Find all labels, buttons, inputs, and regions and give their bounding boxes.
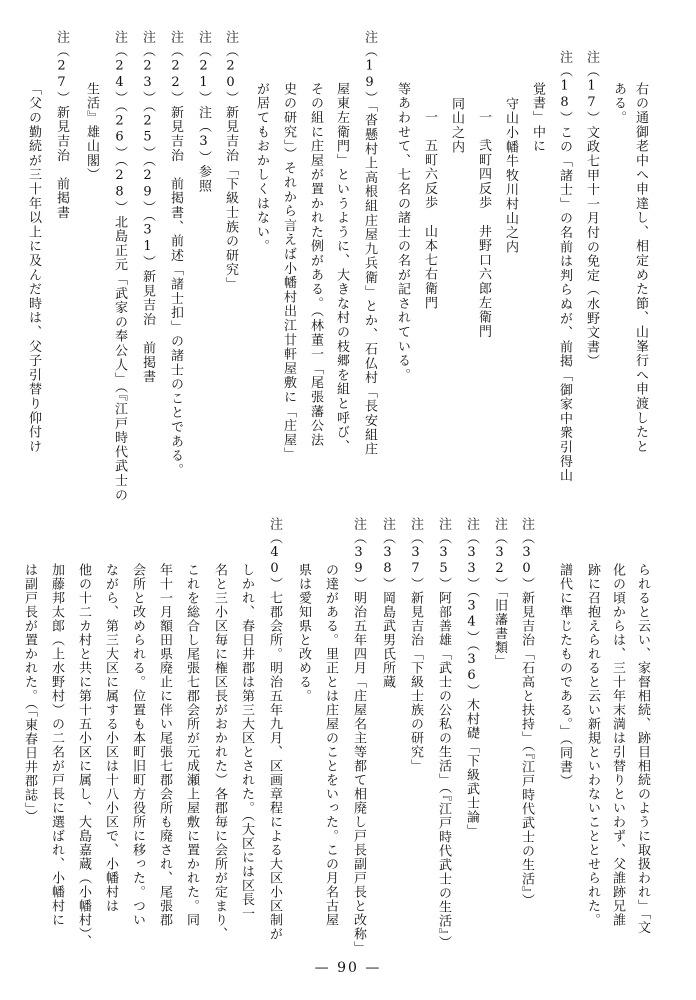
upper-text-line: 屋東左衛門」というように、大きな村の枝郷を組と呼び、 (334, 82, 349, 454)
lower-text-line: 名と三小区毎に権区長がおかれた）各郡毎に会所が定まり、 (212, 563, 227, 941)
lower-text-line: 譜代に準じたものである。」（同書） (557, 563, 572, 788)
note-18: 注（18）この「諸士」の名前は判らぬが、前掲「御家中衆引得山 (557, 50, 572, 483)
lower-text-line: は副戸長が置かれた。（「東春日井郡誌」） (22, 563, 37, 824)
note-21: 注（21）注（3）参照 (196, 30, 211, 194)
upper-text-line: 右の通御老中へ申達し、相定めた節、山峯行へ申渡したと (633, 82, 648, 454)
lower-text-line: 会所と改められる。位置も本町旧町方役所に移った。つい (130, 563, 145, 927)
note-24-26-28: 注（24）（26）（28）北島正元「武家の奉公人」（『江戸時代武士の (112, 30, 127, 503)
upper-text-line: 生活』雄山閣） (84, 82, 99, 183)
upper-text-line: 「父の勤続が三十年以上に及んだ時は、父子引替り仰付け (26, 82, 41, 454)
note-35: 注（35）阿部善雄「武士の公私の生活」（『江戸時代武士の生活』） (436, 517, 451, 950)
page-number: — 90 — (314, 960, 382, 976)
note-17: 注（17）文政七甲十一月付の免定（水野文書） (584, 50, 599, 369)
note-27: 注（27）新見吉治 前掲書 (54, 30, 69, 220)
lower-text-line: 年十一月額田県廃止に伴い尾張七郡会所も廃され、尾張郡 (157, 563, 172, 927)
lower-text-line: ながら、第三大区に属する小区は十八小区で、小幡村は (103, 563, 118, 913)
upper-text-line: が居てもおかしくはない。 (254, 82, 269, 254)
note-39: 注（39）明治五年四月「庄屋名主等都て相廃し戸長副戸長と改称」 (351, 517, 366, 955)
upper-text-line: 等あわせて、七名の諸士の名が記されている。 (395, 82, 410, 383)
quoted-record-line: 一 五町六反歩 山本七右衛門 (422, 110, 437, 311)
lower-text-line: 県は愛知県と改める。 (296, 563, 311, 703)
lower-text-line: 加藤邦太郎（上水野村）の二名が戸長に選ばれ、小幡村に (49, 563, 64, 927)
note-19: 注（19）「沓懸村上高根組庄屋九兵衛」とか、石仏村「長安組庄 (362, 30, 377, 457)
lower-text-line: 他の十二カ村と共に第十五小区に属し、大島嘉蔵（小幡村）、 (76, 563, 91, 949)
quoted-record-line: 守山小幡牛牧川村山之内 (503, 97, 518, 255)
note-33-34-36: 注（33）（34）（36）木村礎「下級武士論」 (464, 517, 479, 838)
upper-text-line: ある。 (611, 82, 626, 125)
lower-text-line: られると云い、家督相続、跡目相続のように取扱われ」「文 (635, 563, 650, 935)
note-32: 注（32）「旧藩書類」 (492, 517, 507, 669)
note-20: 注（20）新見吉治「下級士族の研究」 (223, 30, 238, 292)
note-38: 注（38）岡島武男氏所蔵 (380, 517, 395, 689)
upper-text-line: 覚書」中に (530, 82, 545, 154)
note-37: 注（37）新見吉治「下級士族の研究」 (408, 517, 423, 773)
upper-text-line: 史の研究」）それから言えば小幡村出江廿軒屋敷に「庄屋」 (281, 82, 296, 462)
lower-text-line: の達がある。里正とは庄屋のことをいった。この月名古屋 (323, 563, 338, 927)
quoted-record-line: 一 弐町四反歩 井野口六郎左衛門 (476, 110, 491, 339)
quoted-record-line: 同山之内 (449, 97, 464, 155)
lower-text-line: 跡に召抱えられると云い新規といわないこととせられた。 (585, 563, 600, 927)
note-40: 注（40）七郡会所。明治五年九月、区画章程による大区小区制が (267, 517, 282, 941)
lower-text-line: しかれ、春日井郡は第三大区とされた。（大区には区長一 (239, 563, 254, 921)
note-23-25-29-31: 注（23）（25）（29）（31）新見吉治 前掲書 (140, 30, 155, 384)
lower-text-line: 化の頃からは、三十年末満は引替りといわず、父誰跡兄誰 (610, 563, 625, 927)
upper-text-line: その組に庄屋が置かれた例がある。（林董一「尾張藩公法 (308, 82, 323, 448)
lower-text-line: これを総合し尾張七郡会所が元成瀬上屋敷に置かれた。同 (184, 563, 199, 927)
note-22: 注（22）新見吉治 前掲書、前述「諸士扣」の諸士のことである。 (168, 30, 183, 478)
note-30: 注（30）新見吉治「石高と扶持」（『江戸時代武士の生活』） (519, 517, 534, 908)
